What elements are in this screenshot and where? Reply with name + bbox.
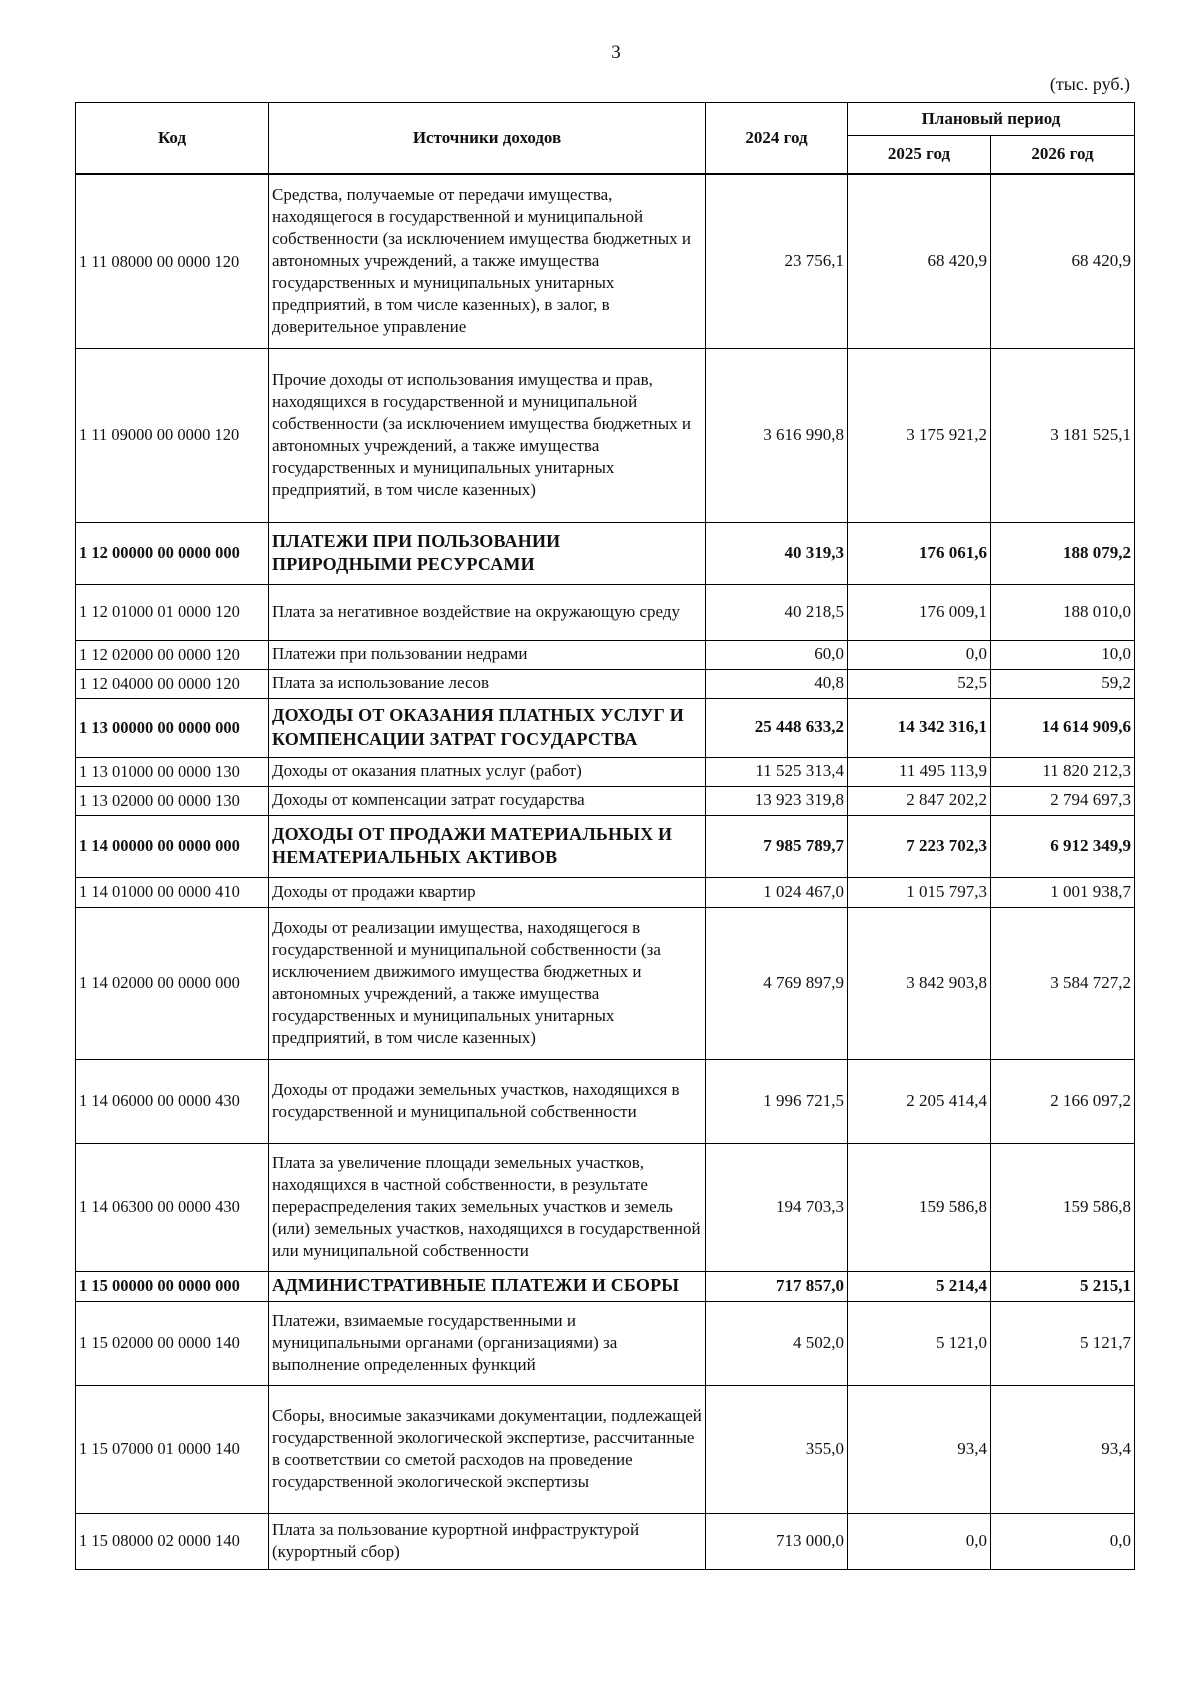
- value-2025-cell: 5 121,0: [848, 1301, 991, 1385]
- table-row: [76, 348, 1135, 522]
- value-2026-cell: 188 079,2: [991, 522, 1135, 584]
- value-2025-cell: 5 214,4: [848, 1271, 991, 1301]
- value-2024-cell: 4 502,0: [706, 1301, 848, 1385]
- code-cell: 1 14 06300 00 0000 430: [76, 1143, 269, 1271]
- value-2024-cell: 40 218,5: [706, 584, 848, 640]
- value-2025-cell: 14 342 316,1: [848, 698, 991, 757]
- table-row: [76, 1385, 1135, 1513]
- code-cell: 1 11 08000 00 0000 120: [76, 174, 269, 348]
- value-2024-cell: 60,0: [706, 640, 848, 669]
- header-source: Источники доходов: [269, 103, 706, 175]
- source-cell: ДОХОДЫ ОТ ОКАЗАНИЯ ПЛАТНЫХ УСЛУГ И КОМПЕНСАЦИИ ЗАТРАТ ГОСУДАРСТВА: [269, 698, 706, 757]
- code-cell: 1 15 07000 01 0000 140: [76, 1385, 269, 1513]
- value-2024-cell: 11 525 313,4: [706, 757, 848, 786]
- value-2025-cell: 176 061,6: [848, 522, 991, 584]
- value-2024-cell: 23 756,1: [706, 174, 848, 348]
- table-row: [76, 1513, 1135, 1569]
- value-2026-cell: 1 001 938,7: [991, 877, 1135, 907]
- source-cell: Плата за негативное воздействие на окружающую среду: [269, 584, 706, 640]
- value-2026-cell: 159 586,8: [991, 1143, 1135, 1271]
- source-cell: Прочие доходы от использования имущества и прав, находящихся в государственной и муниципальной собственности (за исключением имущества бюджетных и автономных учреждений, а также имущества государственных и муниципальных унитарных предприятий, в том числе казенных): [269, 348, 706, 522]
- table-row: [76, 669, 1135, 698]
- header-2025: 2025 год: [848, 136, 991, 175]
- table-row: [76, 907, 1135, 1059]
- table-row: [76, 815, 1135, 877]
- code-cell: 1 15 00000 00 0000 000: [76, 1271, 269, 1301]
- value-2025-cell: 3 175 921,2: [848, 348, 991, 522]
- code-cell: 1 12 00000 00 0000 000: [76, 522, 269, 584]
- table-row: [76, 522, 1135, 584]
- value-2026-cell: 5 215,1: [991, 1271, 1135, 1301]
- value-2025-cell: 52,5: [848, 669, 991, 698]
- code-cell: 1 14 01000 00 0000 410: [76, 877, 269, 907]
- value-2025-cell: 93,4: [848, 1385, 991, 1513]
- table-row: [76, 877, 1135, 907]
- value-2026-cell: 11 820 212,3: [991, 757, 1135, 786]
- source-cell: Платежи при пользовании недрами: [269, 640, 706, 669]
- code-cell: 1 14 00000 00 0000 000: [76, 815, 269, 877]
- code-cell: 1 15 02000 00 0000 140: [76, 1301, 269, 1385]
- source-cell: Плата за пользование курортной инфраструктурой (курортный сбор): [269, 1513, 706, 1569]
- value-2026-cell: 0,0: [991, 1513, 1135, 1569]
- value-2024-cell: 25 448 633,2: [706, 698, 848, 757]
- table-row: [76, 1143, 1135, 1271]
- code-cell: 1 12 02000 00 0000 120: [76, 640, 269, 669]
- value-2024-cell: 3 616 990,8: [706, 348, 848, 522]
- value-2025-cell: 0,0: [848, 640, 991, 669]
- table-row: [76, 584, 1135, 640]
- value-2025-cell: 3 842 903,8: [848, 907, 991, 1059]
- source-cell: Доходы от продажи земельных участков, находящихся в государственной и муниципальной собственности: [269, 1059, 706, 1143]
- table-row: [76, 757, 1135, 786]
- value-2024-cell: 40,8: [706, 669, 848, 698]
- table-row: [76, 174, 1135, 348]
- value-2024-cell: 1 024 467,0: [706, 877, 848, 907]
- value-2024-cell: 194 703,3: [706, 1143, 848, 1271]
- value-2024-cell: 13 923 319,8: [706, 786, 848, 815]
- source-cell: АДМИНИСТРАТИВНЫЕ ПЛАТЕЖИ И СБОРЫ: [269, 1271, 706, 1301]
- unit-label: (тыс. руб.): [1049, 74, 1130, 94]
- code-cell: 1 12 04000 00 0000 120: [76, 669, 269, 698]
- source-cell: Сборы, вносимые заказчиками документации, подлежащей государственной экологической экспертизе, рассчитанные в соответствии со сметой расходов на проведение государственной экологической экспертизы: [269, 1385, 706, 1513]
- table-body: [76, 174, 1135, 1569]
- table-row: [76, 640, 1135, 669]
- value-2025-cell: 0,0: [848, 1513, 991, 1569]
- value-2026-cell: 6 912 349,9: [991, 815, 1135, 877]
- value-2025-cell: 2 205 414,4: [848, 1059, 991, 1143]
- value-2026-cell: 3 181 525,1: [991, 348, 1135, 522]
- value-2025-cell: 176 009,1: [848, 584, 991, 640]
- source-cell: ДОХОДЫ ОТ ПРОДАЖИ МАТЕРИАЛЬНЫХ И НЕМАТЕРИАЛЬНЫХ АКТИВОВ: [269, 815, 706, 877]
- source-cell: Платежи, взимаемые государственными и муниципальными органами (организациями) за выполнение определенных функций: [269, 1301, 706, 1385]
- source-cell: Средства, получаемые от передачи имущества, находящегося в государственной и муниципальной собственности (за исключением имущества бюджетных и автономных учреждений, а также имущества государственных и муниципальных унитарных предприятий, в том числе казенных), в залог, в доверительное управление: [269, 174, 706, 348]
- value-2026-cell: 59,2: [991, 669, 1135, 698]
- table-row: [76, 1271, 1135, 1301]
- value-2026-cell: 10,0: [991, 640, 1135, 669]
- value-2025-cell: 7 223 702,3: [848, 815, 991, 877]
- value-2025-cell: 2 847 202,2: [848, 786, 991, 815]
- source-cell: ПЛАТЕЖИ ПРИ ПОЛЬЗОВАНИИ ПРИРОДНЫМИ РЕСУРСАМИ: [269, 522, 706, 584]
- value-2026-cell: 5 121,7: [991, 1301, 1135, 1385]
- value-2025-cell: 1 015 797,3: [848, 877, 991, 907]
- code-cell: 1 14 02000 00 0000 000: [76, 907, 269, 1059]
- value-2025-cell: 11 495 113,9: [848, 757, 991, 786]
- value-2024-cell: 7 985 789,7: [706, 815, 848, 877]
- value-2024-cell: 40 319,3: [706, 522, 848, 584]
- source-cell: Доходы от реализации имущества, находящегося в государственной и муниципальной собственности (за исключением движимого имущества бюджетных и автономных учреждений, а также имущества государственных и муниципальных унитарных предприятий, в том числе казенных): [269, 907, 706, 1059]
- value-2024-cell: 713 000,0: [706, 1513, 848, 1569]
- header-2026: 2026 год: [991, 136, 1135, 175]
- page-number: 3: [611, 42, 621, 63]
- value-2025-cell: 68 420,9: [848, 174, 991, 348]
- value-2025-cell: 159 586,8: [848, 1143, 991, 1271]
- value-2024-cell: 1 996 721,5: [706, 1059, 848, 1143]
- value-2026-cell: 3 584 727,2: [991, 907, 1135, 1059]
- source-cell: Доходы от продажи квартир: [269, 877, 706, 907]
- table-row: [76, 698, 1135, 757]
- header-code: Код: [76, 103, 269, 175]
- value-2026-cell: 68 420,9: [991, 174, 1135, 348]
- header-2024: 2024 год: [706, 103, 848, 175]
- source-cell: Доходы от оказания платных услуг (работ): [269, 757, 706, 786]
- table-row: [76, 1059, 1135, 1143]
- value-2026-cell: 2 794 697,3: [991, 786, 1135, 815]
- value-2024-cell: 717 857,0: [706, 1271, 848, 1301]
- revenue-table: [75, 102, 1135, 1570]
- code-cell: 1 14 06000 00 0000 430: [76, 1059, 269, 1143]
- value-2024-cell: 4 769 897,9: [706, 907, 848, 1059]
- value-2026-cell: 2 166 097,2: [991, 1059, 1135, 1143]
- value-2026-cell: 14 614 909,6: [991, 698, 1135, 757]
- code-cell: 1 13 00000 00 0000 000: [76, 698, 269, 757]
- value-2026-cell: 93,4: [991, 1385, 1135, 1513]
- code-cell: 1 11 09000 00 0000 120: [76, 348, 269, 522]
- code-cell: 1 12 01000 01 0000 120: [76, 584, 269, 640]
- table-row: [76, 1301, 1135, 1385]
- source-cell: Плата за использование лесов: [269, 669, 706, 698]
- source-cell: Доходы от компенсации затрат государства: [269, 786, 706, 815]
- table-row: [76, 786, 1135, 815]
- header-planned-period: Плановый период: [848, 103, 1135, 136]
- code-cell: 1 15 08000 02 0000 140: [76, 1513, 269, 1569]
- code-cell: 1 13 01000 00 0000 130: [76, 757, 269, 786]
- value-2026-cell: 188 010,0: [991, 584, 1135, 640]
- value-2024-cell: 355,0: [706, 1385, 848, 1513]
- source-cell: Плата за увеличение площади земельных участков, находящихся в частной собственности, в результате перераспределения таких земельных участков и земель (или) земельных участков, находящихся в государственной или муниципальной собственности: [269, 1143, 706, 1271]
- code-cell: 1 13 02000 00 0000 130: [76, 786, 269, 815]
